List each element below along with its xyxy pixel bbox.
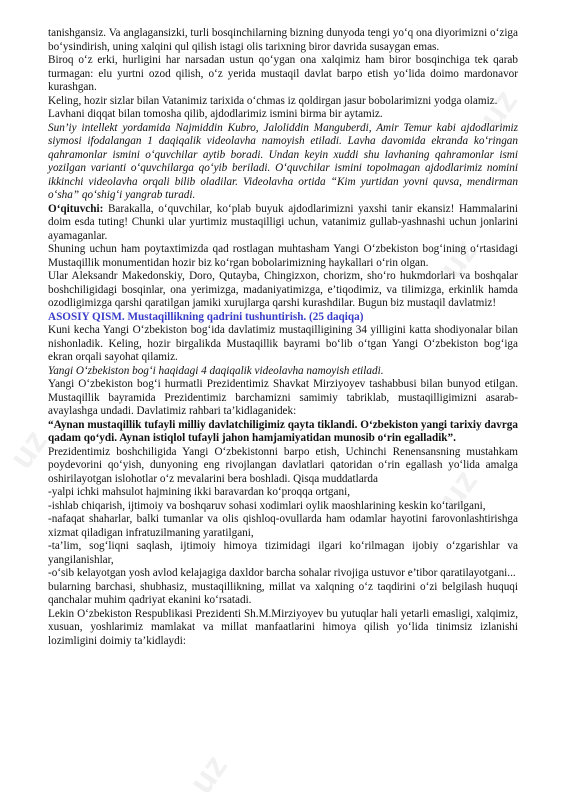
- paragraph: Ular Aleksandr Makedonskiy, Doro, Qutayba, Chingizxon, chorizm, sho‘ro hukmdorlari va boshqalar boshchiligidagi bosqinlar, ona yerimizga, madaniyatimizga, e’tiqodimiz, va tilimizga, erkinlik hamda ozodligimizga qarshi qaratilgan jamiki xurujlarga qarshi kurashdilar. Bugun biz mustaqil davlatmiz!: [48, 270, 518, 309]
- section-heading: ASOSIY QISM. Mustaqillikning qadrini tushuntirish. (25 daqiqa): [48, 310, 364, 323]
- watermark: uz: [182, 747, 235, 801]
- watermark: uz: [2, 422, 55, 476]
- paragraph: Keling, hozir sizlar bilan Vatanimiz tarixida o‘chmas iz qoldirgan jasur bobolarimizni yodga olamiz.: [48, 94, 498, 107]
- list-item: -yalpi ichki mahsulot hajmining ikki baravardan ko‘proqqa ortgani,: [48, 486, 350, 498]
- list-item: -nafaqat shaharlar, balki tumanlar va olis qishloq-ovullarda ham odamlar hayotini farovonlashtirishga xizmat qiladigan infratuzilmaning yaratilgani,: [48, 513, 518, 539]
- stage-direction: Sun’iy intellekt yordamida Najmiddin Kubro, Jaloliddin Manguberdi, Amir Temur kabi ajdodlarimiz siymosi ifodalangan 1 daqiqalik videolavha namoyish etiladi. Lavha davomida ekranda ko‘ringan qahramonlar ismini o‘quvchilar aytib boradi. Undan keyin xuddi shu lavhaning qahramonlar ismi yozilgan varianti o‘quvchilarga qo‘yib beriladi. O‘quvchilar ismini topolmagan ajdodlarimiz nomini ikkinchi videolavha orqali bilib oladilar. Videolavha ortida “Kim yurtidan yovni quvsa, mendirman o‘sha” qo‘shig‘i yangrab turadi.: [48, 121, 518, 201]
- paragraph: tanishgansiz. Va anglagansizki, turli bosqinchilarning bizning dunyoda tengi yo‘q ona diyorimizni o‘ziga bo‘ysindirish, uning xalqini qul qilish istagi olis tarixning biror davrida susaygan emas.: [48, 27, 518, 53]
- paragraph: bularning barchasi, shubhasiz, mustaqillikning, millat va xalqning o‘z taqdirini o‘zi belgilash huquqi qanchalar muhim qadriyat ekanini ko‘rsatadi.: [48, 580, 518, 606]
- list-item: -o‘sib kelayotgan yosh avlod kelajagiga daxldor barcha sohalar rivojiga ustuvor e’tibor qaratilayotgani...: [48, 567, 516, 579]
- watermark: uz: [432, 232, 485, 286]
- quote: “Aynan mustaqillik tufayli milliy davlatchiligimiz qayta tiklandi. O‘zbekiston yangi tarixiy davrga qadam qo‘ydi. Aynan istiqlol tufayli jahon hamjamiyatidan munosib o‘rin egalladik”.: [48, 418, 518, 444]
- paragraph: Yangi O‘zbekiston bog‘i hurmatli Prezidentimiz Shavkat Mirziyoyev tashabbusi bilan bunyod etilgan. Mustaqillik bayramida Prezidentimiz barchamizni samimiy tabriklab, mustaqilligimizni asarab-avaylashga undadi. Davlatimiz rahbari ta’kidlaganidek:: [48, 378, 518, 417]
- watermark: uz: [472, 82, 525, 136]
- paragraph: Kuni kecha Yangi O‘zbekiston bog‘ida davlatimiz mustaqilligining 34 yilligini katta shodiyonalar bilan nishonladik. Keling, hozir birgalikda Mustaqillik bayrami bo‘lib o‘tgan Yangi O‘zbekiston bog‘iga ekran orqali sayohat qilamiz.: [48, 324, 518, 363]
- speech-text: Barakalla, o‘quvchilar, ko‘plab buyuk ajdodlarimizni yaxshi tanir ekansiz! Hammalarini doim esda tuting! Chunki ular yurtimiz mustaqilligi uchun, vatanimiz gullab-yashnashi uchun jonlarini ayamaganlar.: [48, 202, 518, 242]
- speaker-label: O‘qituvchi:: [48, 202, 104, 215]
- teacher-speech: [48, 203, 518, 244]
- list-item: -ishlab chiqarish, ijtimoiy va boshqaruv sohasi xodimlari oylik maoshlarining keskin ko‘tarilgani,: [48, 499, 486, 512]
- paragraph: Biroq o‘z erki, hurligini har narsadan ustun qo‘ygan ona xalqimiz ham biror bosqinchiga tek qarab turmagan: elu yurtni ozod qilish, o‘z yerida mustaqil davlat barpo etish yo‘lida doimo mardonavor kurashgan.: [48, 54, 518, 93]
- stage-direction: Yangi O‘zbekiston bog‘i haqidagi 4 daqiqalik videolavha namoyish etiladi.: [48, 364, 384, 377]
- document-page: [48, 27, 518, 648]
- paragraph: Shuning uchun ham poytaxtimizda qad rostlagan muhtasham Yangi O‘zbekiston bog‘ining o‘rtasidagi Mustaqillik monumentidan hozir biz ko‘rgan bobolarimizning haykallari o‘rin olgan.: [48, 243, 518, 269]
- list-item: -ta’lim, sog‘liqni saqlash, ijtimoiy himoya tizimidagi ilgari ko‘rilmagan ijobiy o‘zgarishlar va yangilanishlar,: [48, 540, 518, 566]
- paragraph: Prezidentimiz boshchiligida Yangi O‘zbekistonni barpo etish, Uchinchi Renensansning mustahkam poydevorini qo‘yish, dunyoning eng rivojlangan davlatlari qatoridan o‘rin egallash yo‘lida amalga oshirilayotgan islohotlar o‘z mevalarini bera boshladi. Qisqa muddatlarda: [48, 445, 518, 485]
- paragraph: Lekin O‘zbekiston Respublikasi Prezidenti Sh.M.Mirziyoyev bu yutuqlar hali yetarli emasligi, xalqimiz, xusuan, yoshlarimiz mamlakat va millat manfaatlarini himoya qilish yo‘lida tinimsiz izlanishi lozimligini doimiy ta’kidlaydi:: [48, 607, 518, 647]
- watermark: uz: [432, 462, 485, 516]
- paragraph: Lavhani diqqat bilan tomosha qilib, ajdodlarimiz ismini birma bir aytamiz.: [48, 108, 383, 120]
